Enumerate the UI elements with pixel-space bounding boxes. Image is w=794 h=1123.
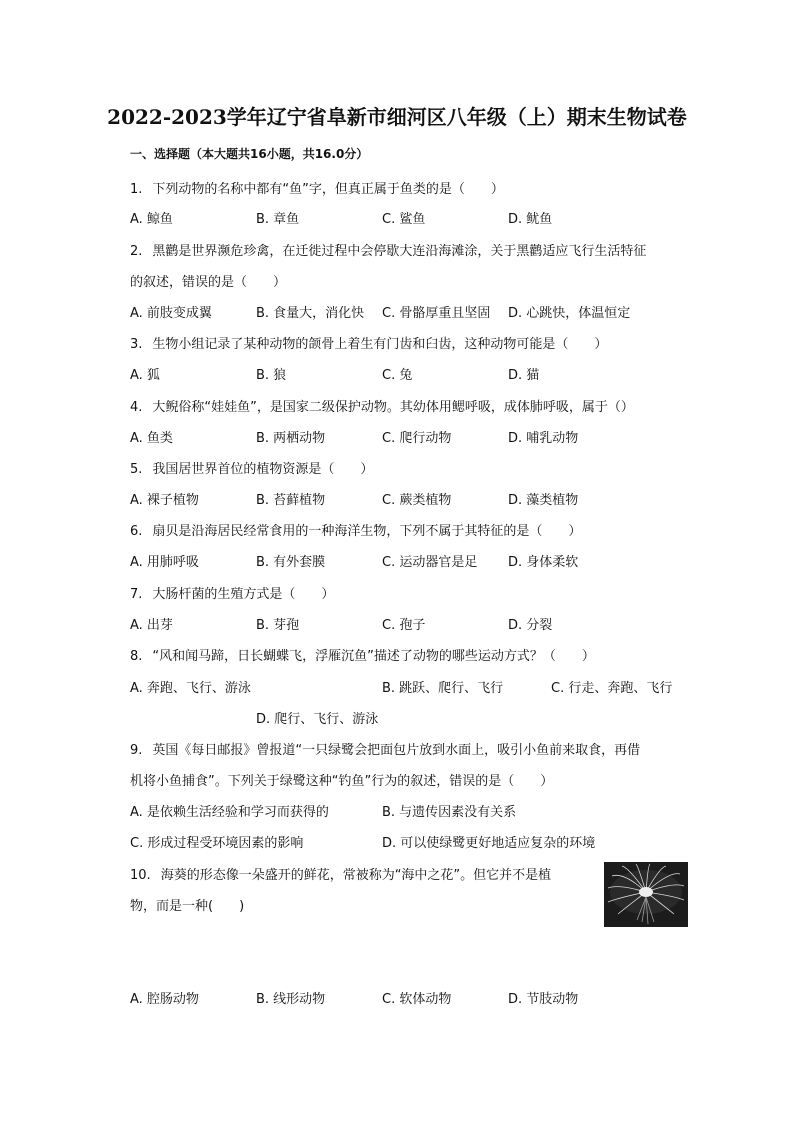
option-a: A. 前肢变成翼 bbox=[130, 306, 212, 321]
question-number: 8. bbox=[130, 649, 143, 664]
question-text: 海葵的形态像一朵盛开的鲜花，常被称为“海中之花”。但它并不是植 bbox=[160, 868, 552, 883]
question-4 bbox=[130, 396, 634, 415]
question-text-continued: 机将小鱼捕食”。下列关于绿鹭这种“钓鱼”行为的叙述，错误的是（ ） bbox=[130, 774, 554, 789]
option-a: A. 用肺呼吸 bbox=[130, 555, 199, 570]
question-text: 下列动物的名称中都有“鱼”字，但真正属于鱼类的是（ ） bbox=[152, 182, 504, 197]
option-d: D. 节肢动物 bbox=[508, 992, 579, 1007]
question-10 bbox=[130, 864, 551, 883]
option-b: B. 两栖动物 bbox=[256, 431, 326, 446]
sea-anemone-image bbox=[604, 862, 688, 927]
sea-anemone-icon bbox=[604, 862, 688, 927]
option-c: C. 鲨鱼 bbox=[382, 212, 426, 227]
option-d: D. 可以使绿鹭更好地适应复杂的环境 bbox=[382, 836, 596, 851]
option-d: D. 哺乳动物 bbox=[508, 431, 579, 446]
question-number: 3. bbox=[130, 337, 143, 352]
option-c: C. 爬行动物 bbox=[382, 431, 452, 446]
option-a: A. 是依赖生活经验和学习而获得的 bbox=[130, 805, 329, 820]
question-2 bbox=[130, 240, 646, 259]
question-9 bbox=[130, 739, 640, 758]
option-a: A. 鱼类 bbox=[130, 431, 173, 446]
option-b: B. 线形动物 bbox=[256, 992, 326, 1007]
question-text: 英国《每日邮报》曾报道“一只绿鹭会把面包片放到水面上，吸引小鱼前来取食，再借 bbox=[152, 743, 641, 758]
question-text: 黑鹳是世界濒危珍禽，在迁徙过程中会停歇大连沿海滩涂，关于黑鹳适应飞行生活特征 bbox=[152, 244, 647, 259]
option-b: B. 章鱼 bbox=[256, 212, 300, 227]
option-c: C. 骨骼厚重且坚固 bbox=[382, 306, 491, 321]
option-a: A. 狐 bbox=[130, 368, 160, 383]
question-7 bbox=[130, 583, 334, 602]
option-c: C. 孢子 bbox=[382, 618, 426, 633]
option-d: D. 藻类植物 bbox=[508, 493, 579, 508]
option-c: C. 蕨类植物 bbox=[382, 493, 452, 508]
question-text: 扇贝是沿海居民经常食用的一种海洋生物，下列不属于其特征的是（ ） bbox=[152, 524, 582, 539]
option-a: A. 裸子植物 bbox=[130, 493, 199, 508]
question-number: 6. bbox=[130, 524, 143, 539]
option-d: D. 分裂 bbox=[508, 618, 553, 633]
question-text-continued: 的叙述，错误的是（ ） bbox=[130, 275, 287, 290]
question-number: 10. bbox=[130, 868, 151, 883]
option-b: B. 苔藓植物 bbox=[256, 493, 326, 508]
question-number: 5. bbox=[130, 462, 143, 477]
option-a: A. 出芽 bbox=[130, 618, 173, 633]
section-header: 一、选择题（本大题共16小题，共16.0分） bbox=[130, 147, 369, 161]
option-d: D. 心跳快，体温恒定 bbox=[508, 306, 631, 321]
option-b: B. 跳跃、爬行、飞行 bbox=[382, 681, 504, 696]
question-number: 9. bbox=[130, 743, 143, 758]
option-c: C. 软体动物 bbox=[382, 992, 452, 1007]
question-5 bbox=[130, 458, 373, 477]
question-text: 大肠杆菌的生殖方式是（ ） bbox=[152, 587, 335, 602]
option-b: B. 与遗传因素没有关系 bbox=[382, 805, 517, 820]
question-number: 4. bbox=[130, 400, 143, 415]
option-a: A. 奔跑、飞行、游泳 bbox=[130, 681, 251, 696]
page-title: 2022-2023学年辽宁省阜新市细河区八年级（上）期末生物试卷 bbox=[107, 105, 687, 129]
question-number: 2. bbox=[130, 244, 143, 259]
option-c: C. 行走、奔跑、飞行 bbox=[551, 681, 673, 696]
question-text: “风和闻马蹄，日长蝴蝶飞，浮雁沉鱼”描述了动物的哪些运动方式？（ ） bbox=[152, 649, 595, 664]
question-3 bbox=[130, 333, 607, 352]
option-d: D. 鱿鱼 bbox=[508, 212, 553, 227]
option-b: B. 有外套膜 bbox=[256, 555, 326, 570]
option-a: A. 鲸鱼 bbox=[130, 212, 173, 227]
question-text: 生物小组记录了某种动物的颌骨上着生有门齿和臼齿，这种动物可能是（ ） bbox=[152, 337, 608, 352]
option-c: C. 形成过程受环境因素的影响 bbox=[130, 836, 304, 851]
option-d: D. 身体柔软 bbox=[508, 555, 579, 570]
option-b: B. 食量大，消化快 bbox=[256, 306, 365, 321]
question-6 bbox=[130, 520, 581, 539]
question-8 bbox=[130, 645, 595, 664]
question-text: 大鲵俗称“娃娃鱼”，是国家二级保护动物。其幼体用鳃呼吸，成体肺呼吸，属于（） bbox=[152, 400, 634, 415]
option-d: D. 爬行、飞行、游泳 bbox=[256, 712, 379, 727]
option-c: C. 兔 bbox=[382, 368, 413, 383]
question-1 bbox=[130, 178, 504, 197]
question-number: 7. bbox=[130, 587, 143, 602]
option-d: D. 猫 bbox=[508, 368, 540, 383]
option-a: A. 腔肠动物 bbox=[130, 992, 199, 1007]
question-text: 我国居世界首位的植物资源是（ ） bbox=[152, 462, 374, 477]
option-b: B. 狼 bbox=[256, 368, 287, 383]
option-b: B. 芽孢 bbox=[256, 618, 300, 633]
option-c: C. 运动器官是足 bbox=[382, 555, 478, 570]
question-text-continued: 物，而是一种( ) bbox=[130, 899, 245, 914]
question-number: 1. bbox=[130, 182, 143, 197]
